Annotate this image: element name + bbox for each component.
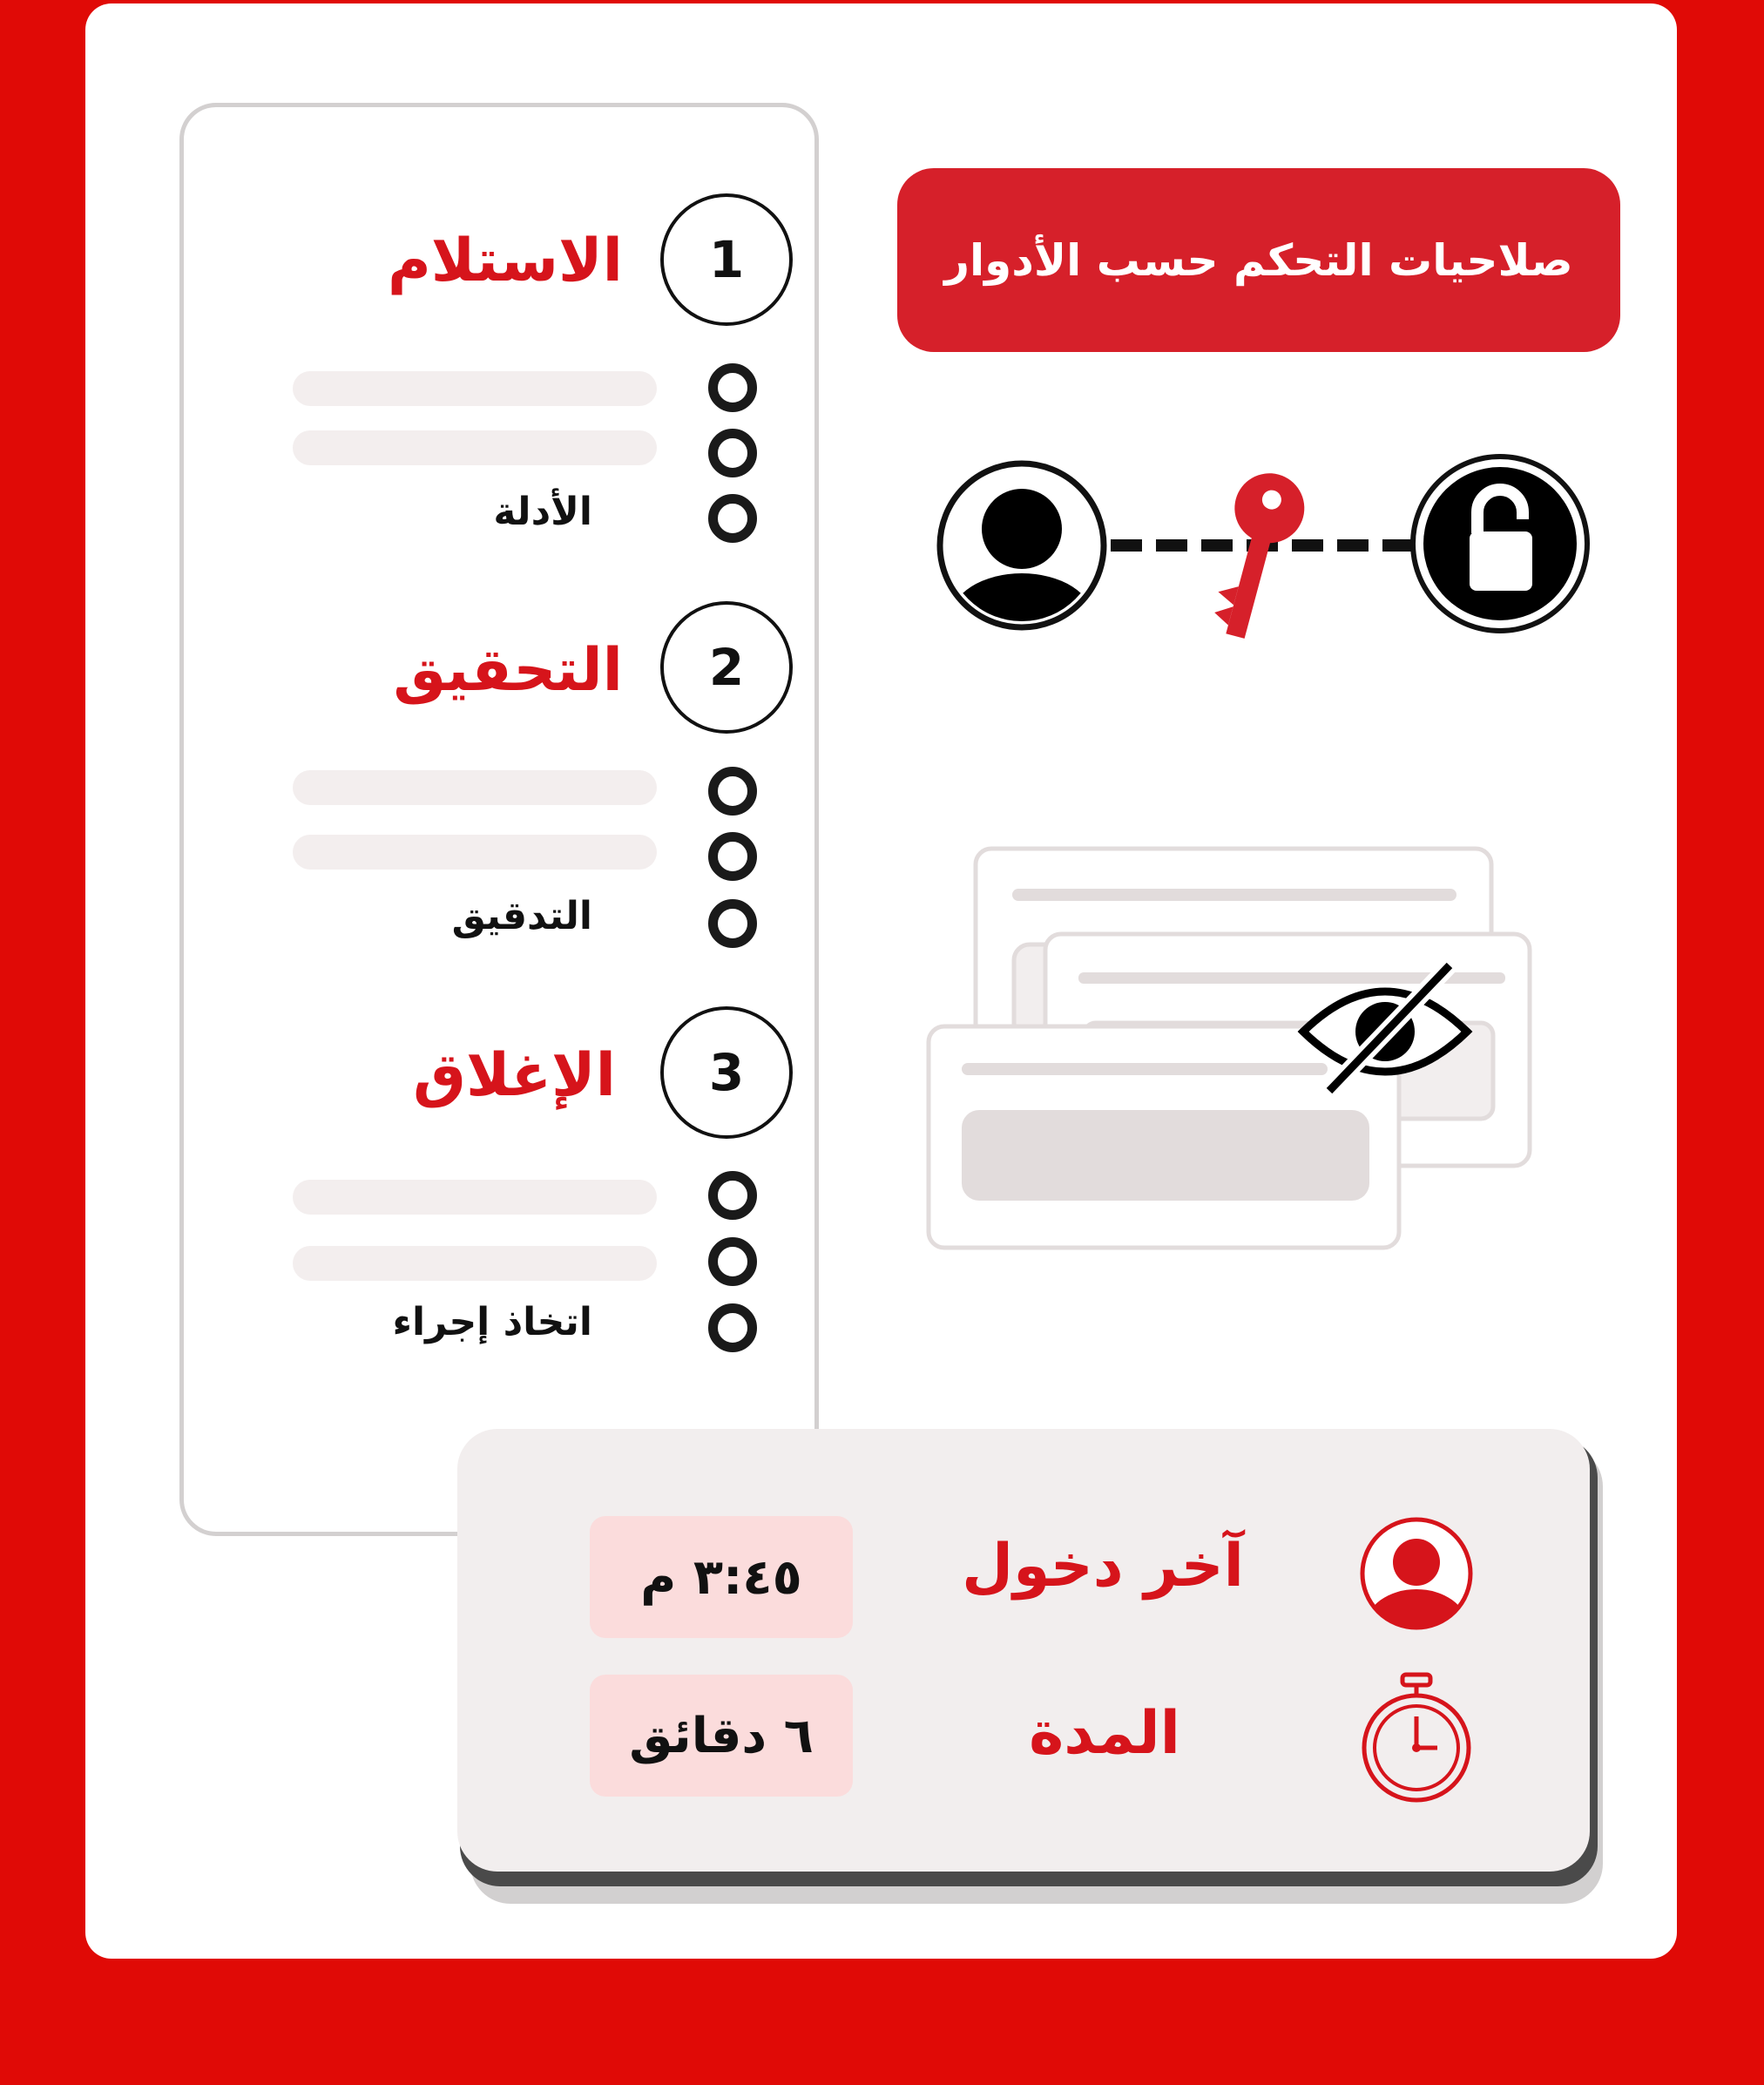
log-panel [457, 1429, 1590, 1872]
header-pill [897, 168, 1620, 352]
user-icon [940, 464, 1104, 664]
step-2-item-ring [708, 767, 757, 816]
step-3-placeholder-bar [293, 1246, 657, 1281]
step-2-label: التدقيق [451, 894, 592, 938]
step-1-item-ring [708, 429, 757, 477]
step-1-number-text: 1 [708, 230, 745, 289]
step-3-label: اتخاذ إجراء [392, 1300, 592, 1344]
step-3-title: الإغلاق [413, 1041, 616, 1110]
step-3-number-text: 3 [708, 1043, 745, 1102]
last-login-user-icon [1357, 1514, 1476, 1633]
duration-value: ٦ دقائق [590, 1675, 853, 1797]
step-3-placeholder-bar [293, 1180, 657, 1215]
unlock-icon [1413, 457, 1587, 631]
step-1-label: الأدلة [493, 490, 592, 534]
step-2-number [660, 601, 793, 734]
step-3-item-ring [708, 1171, 757, 1220]
step-2-placeholder-bar [293, 835, 657, 870]
step-3-item-ring [708, 1303, 757, 1352]
last-login-label: آخر دخول [962, 1532, 1244, 1601]
step-3-item-ring [708, 1237, 757, 1286]
documents-illustration [923, 843, 1551, 1262]
step-1-item-ring [708, 494, 757, 543]
last-login-value: ٣:٤٥ م [590, 1516, 853, 1638]
step-1-title: الاستلام [387, 227, 623, 295]
step-1-item-ring [708, 363, 757, 412]
step-2-placeholder-bar [293, 770, 657, 805]
duration-label: المدة [1029, 1699, 1180, 1768]
duration-stopwatch-icon [1357, 1671, 1476, 1802]
step-2-item-ring [708, 832, 757, 881]
step-2-number-text: 2 [708, 638, 745, 697]
key-icon [1201, 465, 1312, 645]
access-flow [932, 453, 1594, 645]
step-1-number [660, 193, 793, 326]
header-title: صلاحيات التحكم حسب الأدوار [944, 234, 1573, 286]
step-1-placeholder-bar [293, 430, 657, 465]
step-2-title: التحقيق [393, 636, 623, 705]
step-1-placeholder-bar [293, 371, 657, 406]
step-3-number [660, 1006, 793, 1139]
step-2-item-ring [708, 899, 757, 948]
